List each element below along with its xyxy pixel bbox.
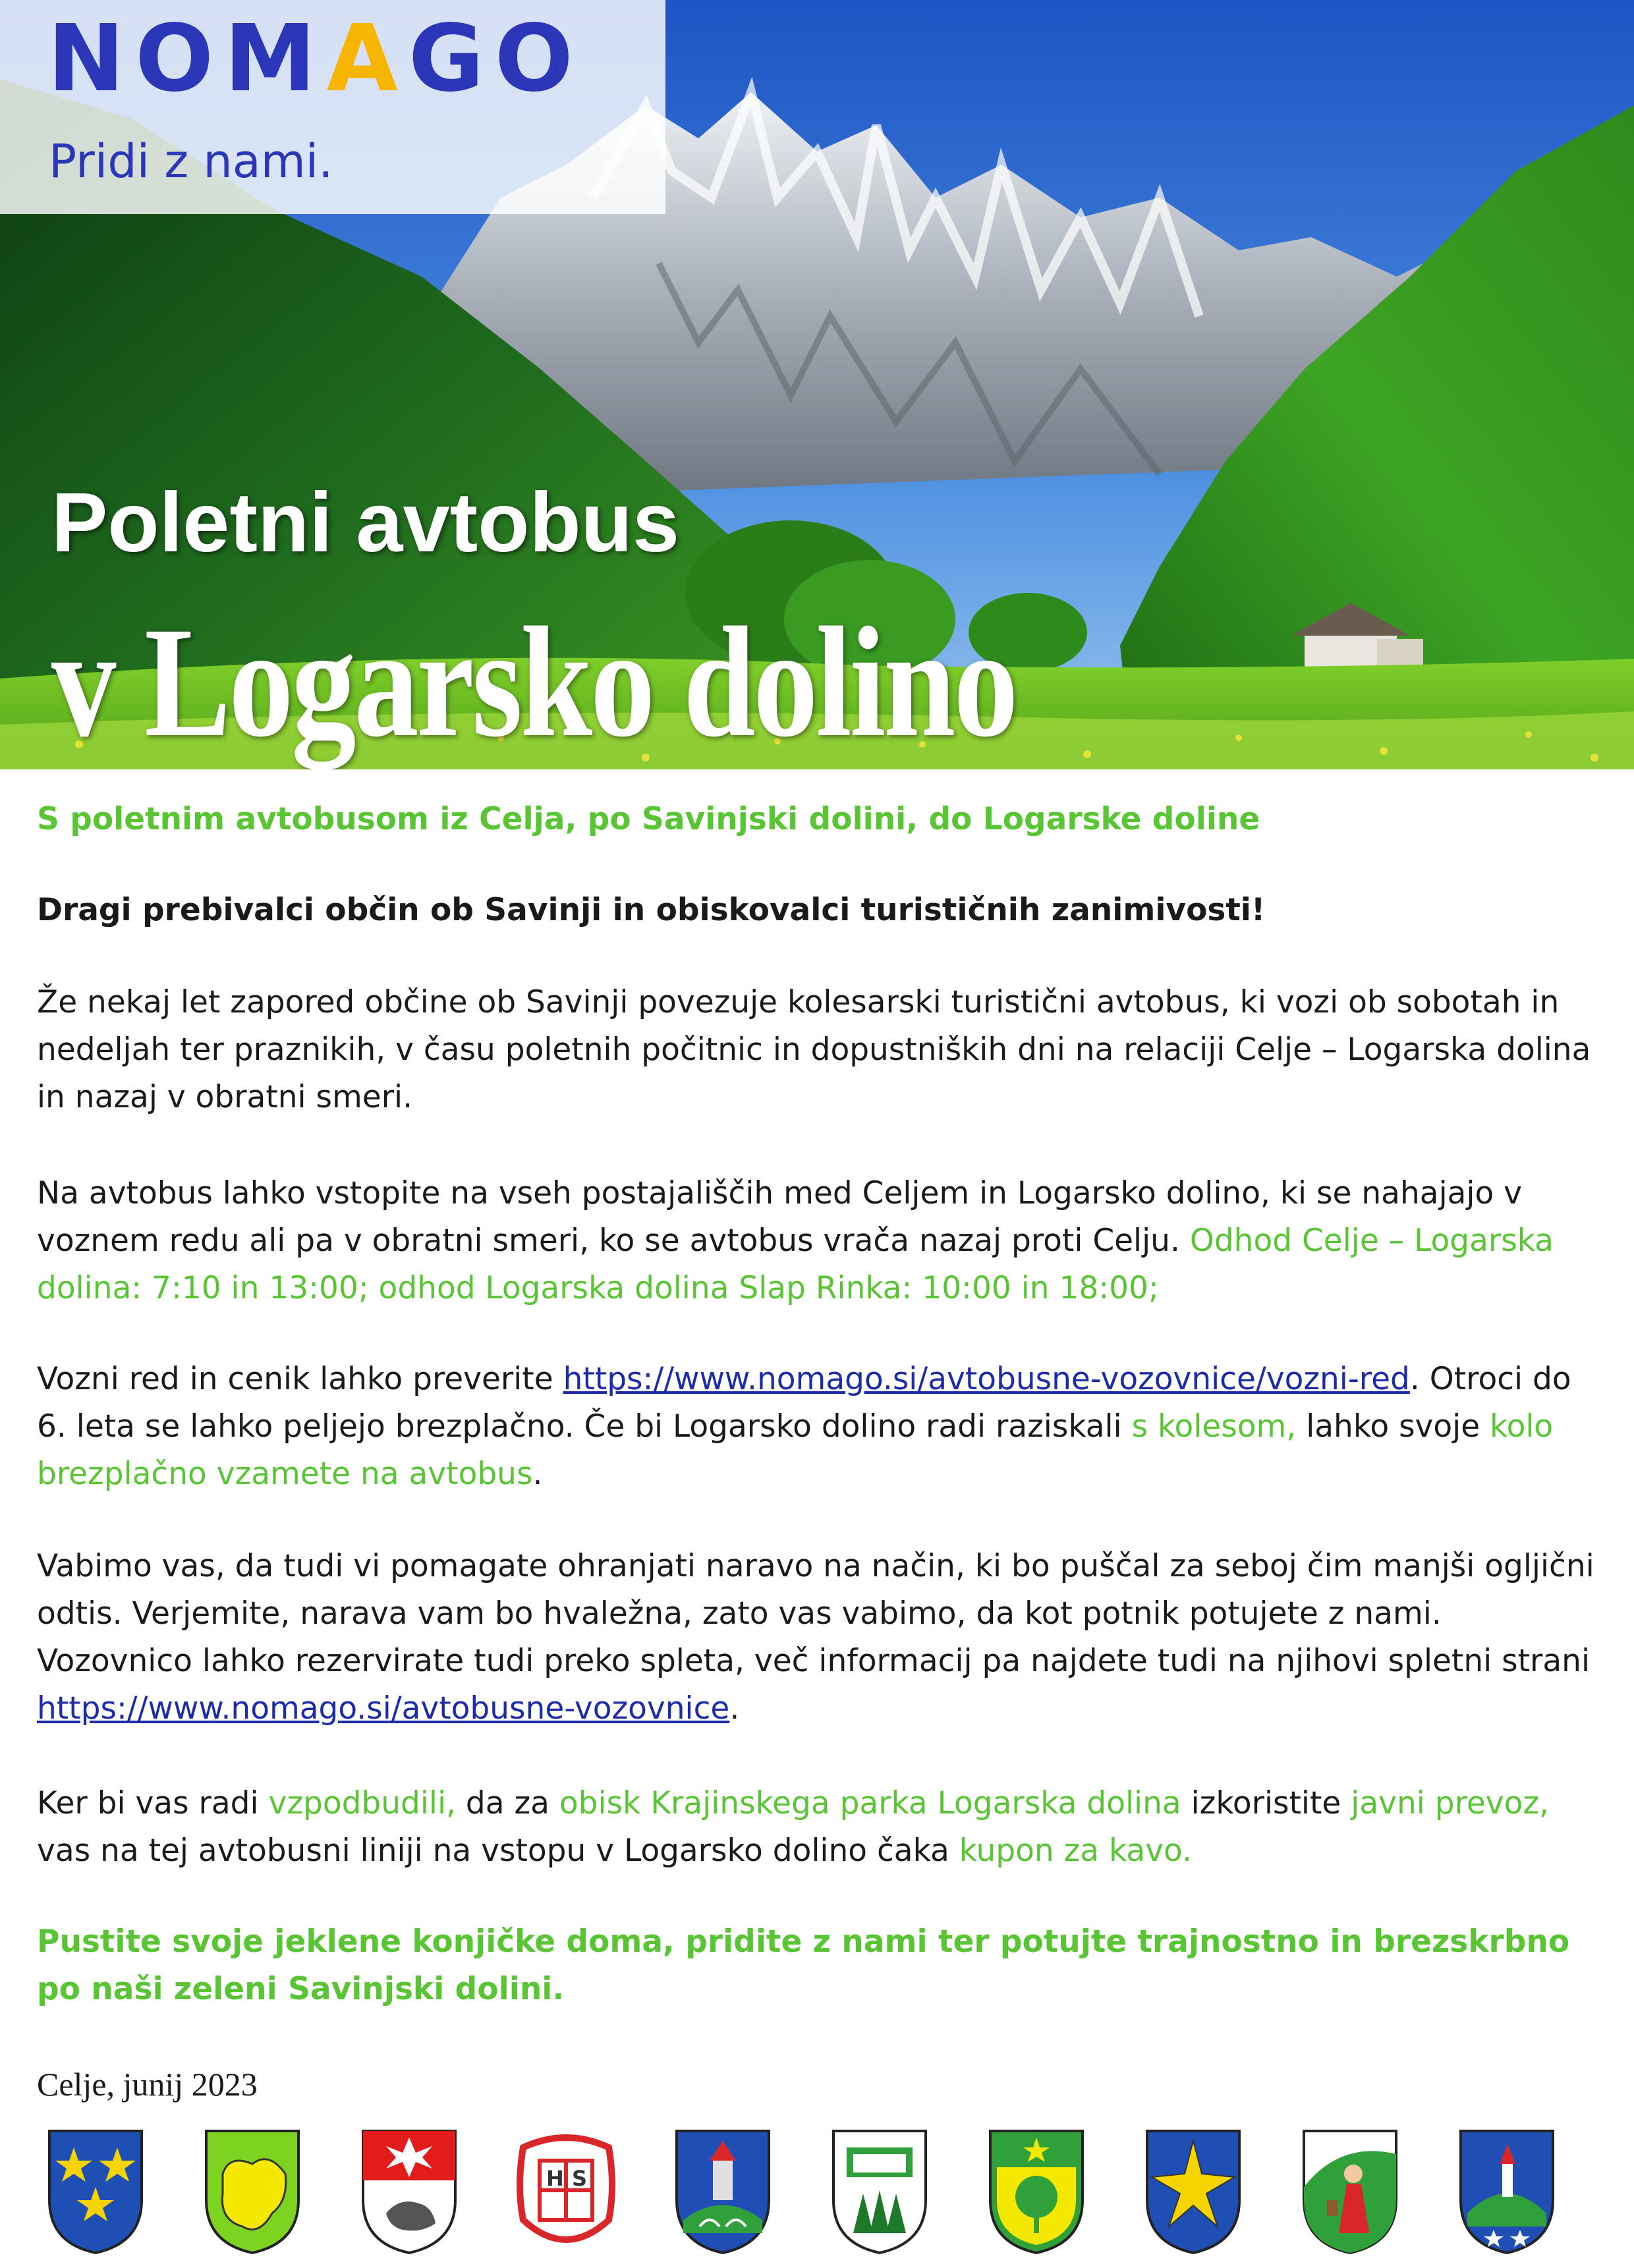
departure-times: Odhod Celje – Logarska dolina: 7:10 in 13:00; odhod Logarska dolina Slap Rinka: 10:00 in 18:00; [37,1223,1554,1306]
logo-panel [0,0,665,214]
paragraph-boarding: Na avtobus lahko vstopite na vseh postajališčih med Celjem in Logarsko dolino, ki se nahajajo v voznem redu ali pa v obratni smeri, ko se avtobus vrača nazaj proti Celju. Odhod Celje – Logarska dolina: 7:10 in 13:00; odhod Logarska dolina Slap Rinka: 10:00 in 18:00; [37,1175,1554,1306]
nomago-logo: NOMAGO [47,5,584,113]
crest-green-yellow-icon [203,2128,302,2256]
paragraph-nature: Vabimo vas, da tudi vi pomagate ohranjati naravo na način, ki bo puščal za seboj čim manjši ogljični odtis. Verjemite, narava vam bo hvaležna, zato vas vabimo, da kot potnik potujete z nami. Vozovnico lahko rezervirate tudi preko spleta, več informacij pa najdete tudi na njihovi spletni strani https://www.nomago.si/avtobusne-vozovnice. [37,1548,1594,1727]
crest-tree-star-icon [987,2128,1086,2256]
closing-statement: Pustite svoje jeklene konjičke doma, pridite z nami ter potujte trajnostno in brezskrbno po naši zeleni Savinjski dolini. [37,1923,1570,2007]
hero-banner [0,0,1634,769]
paragraph-coupon: Ker bi vas radi vzpodbudili, da za obisk Krajinskega parka Logarska dolina izkoristite javni prevoz, vas na tej avtobusni liniji na vstopu v Logarsko dolino čaka kupon za kavo. [37,1785,1549,1869]
logo-tagline: Pridi z nami. [49,134,333,188]
subtitle: S poletnim avtobusom iz Celja, po Savinjski dolini, do Logarske doline [37,801,1260,837]
hero-title-line1: Poletni avtobus [51,476,679,570]
timetable-link[interactable]: https://www.nomago.si/avtobusne-vozovnice/vozni-red [563,1361,1410,1397]
paragraph-timetable: Vozni red in cenik lahko preverite https://www.nomago.si/avtobusne-vozovnice/vozni-red. Otroci do 6. leta se lahko peljejo brezplačno. Če bi Logarsko dolino radi raziskali s kolesom, lahko svoje kolo brezplačno vzamete na avtobus. [37,1361,1571,1492]
paragraph-intro: Že nekaj let zapored občine ob Savinji povezuje kolesarski turistični avtobus, ki vozi ob sobotah in nedeljah ter praznikih, v času poletnih počitnic in dopustniških dni na relaciji Celje – Logarska dolina in nazaj v obratni smeri. [37,984,1591,1115]
svg-text:H: H [546,2166,564,2191]
crest-maltese-cross-icon [360,2128,459,2256]
crest-figure-hill-icon [1301,2128,1399,2256]
crest-big-star-icon [1144,2128,1243,2256]
municipality-crests [46,2128,1614,2259]
hero-title-line2: v Logarsko dolino [51,594,1017,769]
crest-church-bridge-icon [673,2128,772,2256]
crest-three-stars-icon [46,2128,145,2256]
crest-castle-trees-icon [830,2128,929,2256]
tickets-link[interactable]: https://www.nomago.si/avtobusne-vozovnice [37,1690,730,1727]
dateline: Celje, junij 2023 [37,2066,258,2103]
svg-text:S: S [572,2166,588,2191]
crest-church-hill-icon [1457,2128,1556,2256]
greeting: Dragi prebivalci občin ob Savinji in obiskovalci turističnih zanimivosti! [37,892,1266,928]
crest-hs-monogram-icon [517,2128,615,2256]
